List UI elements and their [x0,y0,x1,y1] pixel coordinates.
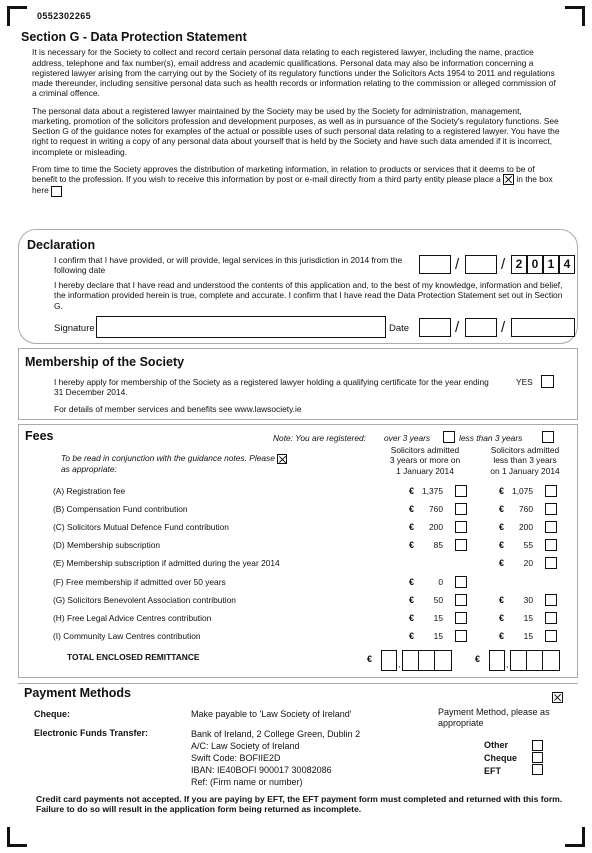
digit-divider [526,650,543,671]
fee-amount: 760 [429,504,443,514]
fee-label: (E) Membership subscription if admitted during the year 2014 [53,558,280,568]
year-digit: 2 [511,255,527,274]
section-title: Section G - Data Protection Statement [21,30,247,44]
guidance-note [61,453,321,474]
section-title: Fees [25,429,54,443]
fee-checkbox[interactable] [455,630,467,642]
euro-sign: € [499,522,505,532]
less-3-years-label: less than 3 years [459,433,523,443]
euro-sign: € [499,631,505,641]
membership-yes-checkbox[interactable] [541,375,554,388]
eft-line: Swift Code: BOFIIE2D [191,753,281,763]
corner-mark [565,827,585,847]
yes-label: YES [516,377,533,387]
fee-label: (H) Free Legal Advice Centres contribution [53,613,212,623]
option-eft-label: EFT [484,766,501,776]
fee-label: (B) Compensation Fund contribution [53,504,188,514]
euro-sign: € [409,522,415,532]
year-digit: 1 [543,255,559,274]
fee-row [53,577,573,589]
cheque-label: Cheque: [34,709,70,719]
fee-checkbox[interactable] [455,539,467,551]
date-label: Date [389,323,410,334]
x-mark-example [552,692,563,703]
euro-sign: € [409,631,415,641]
fee-row [53,522,573,534]
section-title: Payment Methods [24,686,131,700]
fee-amount: 15 [433,613,443,623]
paragraph-text: in the box here [32,174,553,196]
euro-sign: € [409,486,415,496]
col2-header [481,445,569,476]
guidance-text: as appropriate: [61,463,117,474]
fee-checkbox[interactable] [545,521,557,533]
fee-checkbox[interactable] [455,594,467,606]
paragraph-text: From time to time the Society approves the distribution of marketing information, in relation to products or services that it deems to be of benefit to the profession. If you wish to receive this information by post or e-mail directly from a third party entity please place a [32,163,535,184]
declaration-text: I hereby declare that I have read and understood the contents of this application and, to the best of my knowledge, information and belief, the information provided herein is true, complete and accurate. I confirm that I have read the Data Protection Statement set out in Section G. [54,280,563,311]
fee-checkbox[interactable] [455,576,467,588]
fee-checkbox[interactable] [545,557,557,569]
eft-line: IBAN: IE40BOFI 900017 30082086 [191,765,332,775]
fee-amount: 15 [433,631,443,641]
fee-checkbox[interactable] [545,503,557,515]
fee-label: (I) Community Law Centres contribution [53,631,201,641]
total-input-thousands[interactable] [381,650,397,671]
fee-row [53,613,573,625]
section-title: Declaration [27,238,96,252]
day-input[interactable] [419,255,451,274]
corner-mark [7,827,27,847]
col-header-line: Solicitors admitted [490,445,560,455]
date-separator: / [455,319,460,336]
fee-amount: 85 [433,540,443,550]
month-input[interactable] [465,318,497,337]
signature-field[interactable] [96,316,386,338]
fee-amount: 20 [523,558,533,568]
option-other-label: Other [484,740,509,750]
eft-label: Electronic Funds Transfer: [34,728,149,738]
euro-sign: € [499,540,505,550]
fee-amount: 15 [523,613,533,623]
year-digit: 4 [559,255,575,274]
col1-header [387,445,463,476]
fee-amount: 200 [519,522,533,532]
paragraph: It is necessary for the Society to collect and record certain personal data relating to each registered lawyer, including the name, practice address, telephone and fax number(s), email address and academic qualifications. Personal data may also be information concerning a registered lawyer arising from the carrying out by the Society of its regulatory functions under the Solicitors Acts 1954 to 2011 and regulations made thereunder, including sensitive personal data such as health records or information relating to the commission or alleged commission of a criminal offence. [32,47,556,99]
comma: , [506,659,509,669]
col-header-line: on 1 January 2014 [490,465,560,476]
fee-checkbox[interactable] [455,485,467,497]
total-col1 [367,650,471,671]
fee-checkbox[interactable] [455,521,467,533]
col-header-line: 3 years or more on [389,455,461,466]
cheque-text: Make payable to 'Law Society of Ireland' [191,709,352,719]
euro-sign: € [409,577,415,587]
declaration-confirm: I confirm that I have provided, or will provide, legal services in this jurisdiction in 2014 from the following date [54,255,403,276]
eft-line: Bank of Ireland, 2 College Green, Dublin 2 [191,729,361,739]
fee-amount: 55 [523,540,533,550]
fee-row [53,595,573,607]
euro-sign: € [499,558,505,568]
fee-checkbox[interactable] [545,485,557,497]
x-mark-example [503,174,514,185]
euro-sign: € [409,613,415,623]
section-membership [18,348,578,420]
payment-method-note: Payment Method, please as appropriate [438,707,550,728]
fee-amount: 760 [519,504,533,514]
corner-mark [565,6,585,26]
form-number: 0552302265 [37,11,92,21]
fee-checkbox[interactable] [545,630,557,642]
fee-checkbox[interactable] [545,539,557,551]
membership-details: For details of member services and benefits see www.lawsociety.ie [54,404,302,414]
section-payment [18,683,578,823]
option-other-checkbox[interactable] [532,740,543,751]
section-declaration [18,229,578,344]
col-header-line: less than 3 years [493,455,557,466]
section-fees [18,424,578,678]
less-3-years-checkbox[interactable] [542,431,554,443]
euro-sign: € [499,486,505,496]
euro-sign: € [409,595,415,605]
fee-amount: 30 [523,595,533,605]
fee-label: (D) Membership subscription [53,540,161,550]
col-header-line: Solicitors admitted [390,445,460,455]
comma: , [398,659,401,669]
euro-sign: € [409,540,415,550]
fee-row [53,558,573,570]
fees-note: Note: You are registered: [273,433,366,443]
paragraph: The personal data about a registered lawyer maintained by the Society may be used by the Society for administration, management, marketing, promotion of the solicitors profession and development purposes, as well as in pursuance of the Society's regulatory functions. See Section G of the guidance notes for examples of the actual or possible uses of such personal data relating to a registered lawyer. You have the right to request in writing a copy of any personal data about yourself that is held by the Society and have such data amended if it is incorrect, incomplete or misleading. [32,105,560,157]
signature-date-field [419,318,579,338]
fee-checkbox[interactable] [545,594,557,606]
eft-line: Ref: (Firm name or number) [191,777,303,787]
fee-checkbox[interactable] [455,612,467,624]
fee-row [53,631,573,643]
over-3-years-checkbox[interactable] [443,431,455,443]
over-3-years-label: over 3 years [384,433,431,443]
digit-divider [418,650,435,671]
euro-sign: € [499,613,505,623]
signature-label: Signature [54,323,95,334]
fee-row [53,486,573,498]
payment-footer: Credit card payments not accepted. If you are paying by EFT, the EFT payment form must completed and returned with this form. Failure to do so will result in the application form being returned as incomplete. [36,794,563,815]
fee-amount: 50 [433,595,443,605]
fee-row [53,540,573,552]
fee-label: (C) Solicitors Mutual Defence Fund contribution [53,522,229,532]
euro-sign: € [499,595,505,605]
euro-sign: € [367,654,373,664]
fee-amount: 200 [429,522,443,532]
year-digit: 0 [527,255,543,274]
euro-sign: € [499,504,505,514]
option-cheque-label: Cheque [484,753,518,763]
date-separator: / [455,256,460,273]
fee-label: (F) Free membership if admitted over 50 years [53,577,226,587]
total-col2 [475,650,579,671]
fee-label: (A) Registration fee [53,486,126,496]
corner-mark [7,6,27,26]
section-data-protection [18,30,578,223]
option-cheque-checkbox[interactable] [532,752,543,763]
fee-amount: 0 [438,577,443,587]
date-separator: / [501,319,506,336]
fee-amount: 1,375 [422,486,443,496]
fee-row [53,504,573,516]
total-input-thousands[interactable] [489,650,505,671]
total-label: TOTAL ENCLOSED REMITTANCE [67,652,200,662]
fee-label: (G) Solicitors Benevolent Association contribution [53,595,236,605]
membership-text: I hereby apply for membership of the Society as a registered lawyer holding a qualifying certificate for the year ending 31 December 2014. [54,377,489,398]
month-input[interactable] [465,255,497,274]
day-input[interactable] [419,318,451,337]
x-mark-example [277,454,287,464]
eft-details [191,728,360,788]
marketing-consent-checkbox[interactable] [51,186,62,197]
paragraph [32,164,562,197]
year-input[interactable] [511,318,575,337]
euro-sign: € [409,504,415,514]
col-header-line: 1 January 2014 [396,465,454,476]
date-separator: / [501,256,506,273]
euro-sign: € [475,654,481,664]
digit-divider [559,650,560,671]
guidance-text: To be read in conjunction with the guidance notes. Please [61,453,275,463]
fee-amount: 1,075 [512,486,533,496]
section-title: Membership of the Society [25,355,185,369]
fee-checkbox[interactable] [545,612,557,624]
eft-line: A/C: Law Society of Ireland [191,741,300,751]
option-eft-checkbox[interactable] [532,764,543,775]
digit-divider [451,650,452,671]
start-date-field [419,255,579,275]
fee-amount: 15 [523,631,533,641]
fee-checkbox[interactable] [455,503,467,515]
